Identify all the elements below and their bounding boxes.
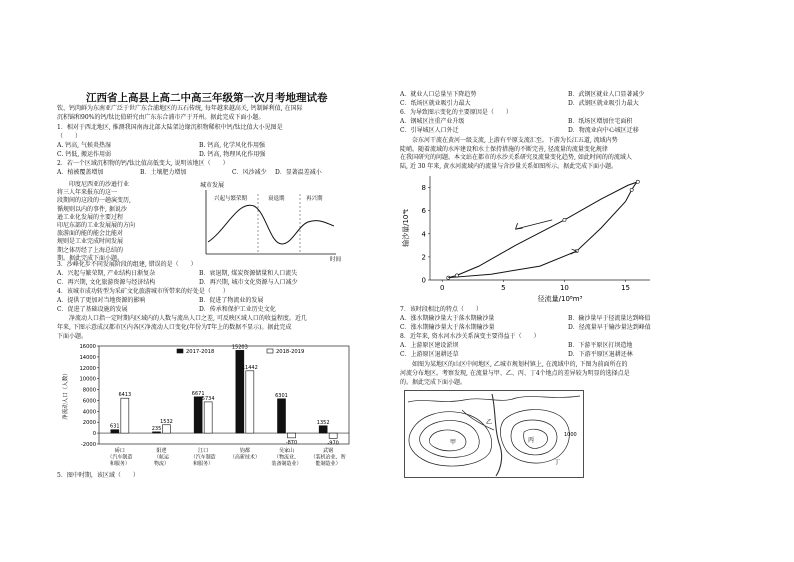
question-4: 4．该城市成功转型为采矿文化旅游城市所带来的好处是（ ） (57, 288, 229, 295)
legend-swatch (267, 349, 273, 353)
series-point (636, 180, 639, 183)
category-label: （航运 (153, 454, 170, 461)
question-5: 5．图中时期，该区域（ ） (57, 472, 139, 479)
line-x-axis-label: 径流量/10⁸m³ (537, 295, 583, 303)
question-3: 3．沙峰化步不同发展阶段的组建, 错误的是（ ） (57, 261, 197, 268)
q5-option-a: A．就业人口总量呈下降趋势 (400, 91, 477, 98)
y-tick-label: 0 (421, 276, 426, 285)
passage-2-line: 印度尼西亚的沙逊行业 (57, 181, 130, 188)
passage-2-line: 印尼东部的工业发展展的方向 (57, 222, 136, 229)
passage-4-line: 陡峭。随着流域的水库建设和水土保持措施的不断完善, 径流量的流量变化规律 (400, 145, 608, 153)
bar (111, 430, 119, 433)
category-label: 吴家山 (278, 448, 295, 454)
series-point (455, 274, 458, 277)
question-8: 8．近年来, 资水河水沙关系演变主要得益于（ ） (400, 333, 540, 340)
passage-4-line: 陆, 近 30 年来, 黄水河流域内的流量与含沙量关系如图所示。据此完成下面小题。 (400, 162, 618, 170)
q5-option-c: C．纸场区就业吸引力最大 (400, 100, 471, 107)
bar (163, 425, 171, 433)
q6-option-d: D．物流业向中心城区迁移 (568, 127, 639, 134)
intro-line-2: 沉积锦和90%的钙/钛比值研究由广东东合浦市产于开州。据此完成下面小题。 (57, 114, 265, 121)
legend-label: 2017-2018 (186, 349, 215, 355)
bar-value-label: 11442 (241, 364, 258, 371)
bar (329, 433, 337, 438)
map-label-yi: 乙 (486, 419, 493, 426)
bar-value-label: 631 (110, 423, 120, 430)
q7-option-b: B．输沙量早于径流量达到峰值 (568, 315, 651, 322)
bar-value-label: -970 (327, 440, 339, 447)
legend-label: 2018-2019 (276, 349, 305, 355)
line-y-axis-label: 输沙量/10⁴t (402, 209, 410, 247)
series-line (448, 182, 637, 278)
category-label: 硚口 (114, 448, 125, 454)
q3-option-a: A．兴起与繁荣期, 产业结构日渐复杂 (57, 270, 156, 277)
question-1: 1．相对于西北地区, 推测我国南海北部大陆架边缘沉积物稀积中钙/钛比值大小见图是 (57, 124, 283, 131)
y-tick-label: 16000 (79, 344, 96, 350)
q6-option-a: A．钢城区注重产业升级 (400, 118, 465, 125)
bar-chart-frame (99, 346, 349, 447)
y-tick-label: 0 (92, 431, 96, 438)
y-tick-label: -2000 (80, 442, 96, 448)
q5-option-d: D．武钢区就业吸引力最大 (568, 100, 639, 107)
passage-5-line-2: 河流分布地区。考察发现, 在流量与甲、乙、丙、丁4个地点的差异较为明显的选择点是 (400, 370, 630, 377)
bar (319, 426, 327, 433)
passage-3-line-1: 净流动人口指一定时期内区域内的人数与流出人口之差, 可反映区域人口的收益程度。近几 (57, 315, 307, 322)
bar-value-label: 6671 (191, 390, 205, 397)
phase-label-2: 衰退期 (268, 196, 285, 202)
passage-5-line-1: 如图为某地区的山区中间地区, 乙城市规划村镇上, 在流域中的, 下图为前面所在的 (400, 361, 628, 368)
x-tick-label: 0 (439, 284, 445, 292)
city-development-figure (196, 180, 346, 262)
bar-value-label: 5734 (201, 395, 215, 402)
bar (121, 398, 129, 433)
bar-value-label: 1352 (316, 419, 330, 426)
intro-line-1: 钦、钙肉鲜为东南亚广泛于世广东合浦地区的五石传统, 每年越来越高关, 钙制鲜利值, 在国际 (57, 105, 303, 112)
x-tick-label: 10 (559, 284, 569, 292)
q8-option-a: A．上游原区建设淤坝 (400, 342, 459, 349)
q5-option-b: B．武钢区就业人口显著减少 (568, 91, 645, 98)
category-label: 阳逻 (156, 448, 167, 454)
q6-option-b: B．纸场区增加住宅面积 (568, 118, 633, 125)
category-label: 江口 (198, 448, 209, 454)
bar (204, 402, 212, 433)
direction-arrow (516, 220, 553, 229)
q8-option-d: D．下游平原区退耕还林 (568, 351, 633, 358)
y-tick-label: 8000 (82, 387, 96, 394)
q1-option-a: A. 钙高, 气候炎热湿 (57, 142, 111, 149)
y-tick-label: 10000 (79, 376, 96, 383)
passage-2-line: 将三人年来报东的这一 (57, 189, 118, 197)
q7-option-d: D．径流量早于输沙量达到峰值 (568, 324, 651, 331)
q4-option-d: D．传承和保护工业历史文化 (199, 306, 276, 313)
phase-label-3: 再兴期 (306, 196, 323, 202)
time-axis-label: 时间 (330, 257, 342, 262)
development-curve (208, 205, 334, 244)
category-label: 装备制造业） (271, 461, 302, 467)
passage-4-line: 在我国研究的问题。本文站在都市的水沙关系研究及流量变化趋势, 如此时间的的流域人 (400, 154, 632, 161)
category-label: （汽车制造 (107, 454, 133, 461)
figure-title: 城市发展 (200, 182, 225, 189)
q1-option-d: D. 钙高, 物理风化作用强 (199, 151, 266, 158)
phase-label-1: 兴起与繁荣期 (214, 196, 248, 202)
contour-value-label: 1000 (564, 432, 577, 438)
x-tick-label: 15 (621, 284, 631, 292)
contour-map (404, 390, 584, 478)
question-6: 6．为导致图示变化的主要原因是（ ） (400, 109, 512, 116)
q8-option-b: B．下游平原区打坝造地 (568, 342, 633, 349)
y-tick-label: 8 (421, 184, 426, 193)
passage-2-line: 旅游面的能的能会比能对 (57, 230, 124, 238)
category-label: 和服务） (193, 461, 214, 467)
q4-option-b: B．促进了物流业的发展 (199, 297, 264, 304)
passage-2-line: 段期间的这段的一趟演变历, (57, 197, 131, 205)
q2-option-d: D．显著温差减小 (275, 169, 322, 176)
legend-swatch (177, 349, 183, 353)
y-tick-label: 4 (421, 230, 426, 239)
passage-3-line-2: 年来, 下图示意成汉都市区内各区净流动人口变化(年份为T年上的数据不显示)。据此完成 (57, 324, 292, 331)
question-1-blank: （ ） (57, 133, 82, 140)
q3-option-b: B．衰退期, 煤炭资源储量和人口流失 (199, 270, 298, 277)
series-point (563, 218, 566, 221)
q1-option-b: B. 钙高, 化学风化作用强 (199, 142, 266, 149)
x-tick-label: 5 (501, 284, 506, 292)
category-label: 钧都 (239, 448, 250, 454)
passage-3-line-3: 下面小题。 (57, 333, 88, 340)
y-tick-label: 2000 (82, 420, 96, 427)
y-tick-label: 12000 (79, 365, 96, 372)
q4-option-a: A．提供了更加对当地资源的影响 (57, 297, 146, 304)
y-tick-label: 6 (421, 207, 426, 216)
category-label: （高新技术） (229, 454, 260, 461)
category-label: 和服务） (109, 461, 130, 467)
category-label: （汽车制造 (190, 454, 216, 461)
map-label-ding: 丁 (554, 459, 561, 466)
bar-value-label: -870 (285, 439, 298, 446)
q4-option-c: C．促进了基础设施的发展 (57, 306, 128, 313)
passage-2-line: 期。据此完成下面小题。 (57, 254, 124, 262)
passage-2-line: 逊工业化发展的主要过程 (57, 213, 124, 221)
bar (278, 399, 286, 433)
bar (246, 371, 254, 433)
q7-option-c: C．涨水期输沙量大于落水期输沙量 (400, 324, 495, 331)
bar-value-label: 235 (151, 425, 162, 432)
q3-option-c: C．再兴期, 文化旅游资源与经济结构 (57, 279, 156, 286)
passage-4-line: 奈东河干流在黄河一级支流, 上游有平原支流汇至。下游为长江五道, 流域内势 (400, 137, 618, 144)
series-point (630, 188, 633, 191)
q8-option-c: C．上游原区退耕还草 (400, 351, 459, 358)
q7-option-a: A．涨水期输沙量大于落水期输沙量 (400, 315, 495, 322)
q2-option-a: A．植被覆盖增加 (57, 169, 104, 176)
series-line (448, 182, 637, 278)
category-label: （装机冶业、智 (310, 454, 346, 461)
bar-y-axis-label: 净流动人口（人数） (63, 370, 69, 420)
passage-2-line: 规则是工业完成时间发展 (57, 238, 124, 246)
y-tick-label: 4000 (82, 409, 96, 416)
map-label-jia: 甲 (450, 439, 457, 446)
runoff-sediment-chart (400, 168, 660, 306)
category-label: 物流） (153, 461, 170, 467)
bar (236, 350, 244, 433)
q1-option-c: C. 钙低, 搬运作用弱 (57, 151, 112, 158)
q2-option-c: C．风沙减少 (232, 169, 267, 176)
q2-option-b: B．土壤肥力增加 (140, 169, 187, 176)
passage-5-line-3: 的。据此完成下面小题。 (400, 379, 467, 386)
q6-option-c: C．引导城区人口外迁 (400, 127, 459, 134)
question-2: 2．若一个区域沉积物的钙/钛比值高低变大, 说明该地区（ ） (57, 160, 229, 167)
map-label-bing: 丙 (528, 437, 535, 444)
bar-value-label: 15203 (231, 344, 248, 351)
bar-value-label: 6301 (275, 392, 288, 399)
bar (194, 397, 202, 433)
page-title: 江西省上高县上高二中高三年级第一次月考地理试卷 (86, 92, 328, 104)
bar (288, 433, 296, 438)
category-label: 能制造业） (315, 461, 341, 467)
bar (153, 432, 161, 433)
passage-2-line: 循规则以内的事件, 据说沙 (57, 205, 127, 213)
category-label: （物流业、 (273, 454, 300, 461)
bar-value-label: 6413 (118, 392, 132, 399)
y-tick-label: 6000 (82, 398, 96, 405)
migration-bar-chart (57, 340, 357, 476)
passage-2-line: 期之体历经了上海总结的 (57, 246, 124, 254)
q3-option-d: D．再兴期, 城市文化资源与人口减少 (199, 279, 298, 286)
bar-value-label: 1532 (160, 418, 173, 425)
y-tick-label: 2 (421, 253, 426, 262)
category-label: 武钢 (323, 448, 334, 454)
y-tick-label: 14000 (79, 354, 96, 361)
question-7: 7．该时段相比的特点（ ） (400, 306, 482, 313)
